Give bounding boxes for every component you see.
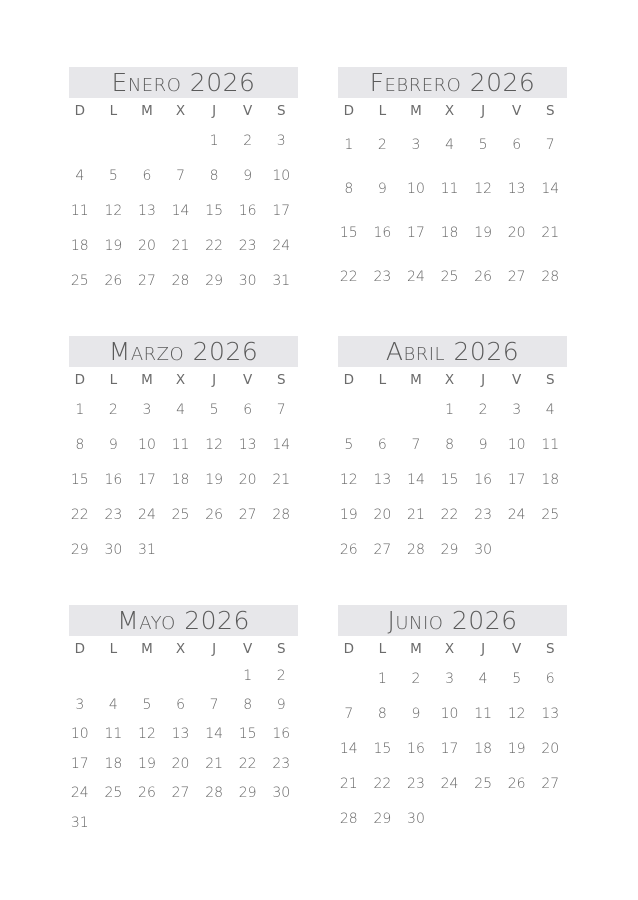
- day-cell: 22: [238, 755, 257, 772]
- week-row: [69, 158, 298, 193]
- week-row: [69, 263, 298, 298]
- day-cell: 23: [104, 506, 123, 523]
- week-row: [69, 720, 298, 749]
- day-cell: 20: [507, 225, 526, 241]
- day-cell: 22: [339, 269, 358, 285]
- day-cell: 18: [171, 471, 190, 488]
- day-cell: 18: [474, 740, 493, 757]
- week-row: [338, 462, 567, 497]
- day-cell: 1: [243, 667, 253, 684]
- day-cell: 20: [373, 506, 392, 523]
- day-cell: 27: [171, 785, 190, 802]
- weekday-label: M: [141, 371, 153, 388]
- day-cell: 17: [407, 225, 425, 241]
- day-cell: 25: [541, 506, 560, 523]
- day-cell: 19: [474, 225, 493, 241]
- day-cell: 26: [507, 775, 526, 792]
- day-cell: 4: [75, 167, 85, 184]
- day-cell: 20: [238, 471, 257, 488]
- day-cell: 11: [104, 726, 123, 743]
- weekday-label: X: [175, 102, 186, 119]
- weekday-label: D: [343, 102, 354, 119]
- day-cell: 10: [507, 436, 526, 453]
- day-cell: 28: [272, 506, 291, 523]
- weekday-label: J: [481, 640, 486, 657]
- day-cell: 13: [373, 471, 392, 488]
- day-cell: 9: [411, 705, 421, 722]
- day-cell: 22: [440, 506, 459, 523]
- day-cell: 19: [205, 471, 224, 488]
- day-cell: 31: [70, 814, 89, 831]
- weekday-label: S: [545, 102, 555, 119]
- weekday-label: X: [444, 102, 455, 119]
- day-cell: 16: [373, 225, 392, 241]
- week-row: [338, 427, 567, 462]
- day-cell: 31: [138, 541, 156, 558]
- day-cell: 8: [209, 167, 219, 184]
- week-row: [338, 255, 567, 299]
- weekday-label: D: [343, 371, 354, 388]
- day-cell: 21: [339, 775, 358, 792]
- weekday-label: V: [243, 102, 253, 119]
- day-cell: 24: [272, 237, 291, 254]
- weekday-label: V: [512, 371, 522, 388]
- month-mayo: [69, 605, 298, 837]
- week-row: [338, 661, 567, 696]
- weekday-label: L: [378, 102, 387, 119]
- day-cell: 5: [209, 401, 219, 418]
- day-cell: 29: [70, 541, 89, 558]
- day-cell: 10: [407, 181, 425, 197]
- weekday-header: [338, 367, 567, 392]
- weekday-label: M: [141, 640, 153, 657]
- day-cell: 2: [108, 401, 118, 418]
- day-cell: 9: [243, 167, 253, 184]
- week-row: [69, 462, 298, 497]
- weekday-label: X: [175, 371, 186, 388]
- day-cell: 20: [171, 755, 190, 772]
- day-cell: 17: [272, 202, 291, 219]
- day-cell: 11: [70, 202, 89, 219]
- day-cell: 12: [205, 436, 224, 453]
- month-abril: [338, 336, 567, 567]
- weekday-label: J: [212, 102, 217, 119]
- day-cell: 29: [440, 541, 459, 558]
- weekday-label: D: [74, 640, 85, 657]
- day-cell: 23: [272, 755, 291, 772]
- week-row: [338, 211, 567, 255]
- day-cell: 30: [474, 541, 493, 558]
- day-cell: 8: [377, 705, 387, 722]
- day-cell: 19: [138, 755, 156, 772]
- day-cell: 28: [541, 269, 560, 285]
- day-cell: 11: [541, 436, 560, 453]
- day-cell: 25: [474, 775, 493, 792]
- week-row: [338, 532, 567, 567]
- day-cell: 31: [272, 272, 291, 289]
- day-cell: 21: [272, 471, 291, 488]
- weekday-label: J: [212, 640, 217, 657]
- weekday-header: [338, 636, 567, 661]
- day-cell: 2: [478, 401, 488, 418]
- day-cell: 29: [373, 810, 392, 827]
- day-cell: 15: [373, 740, 392, 757]
- month-marzo: [69, 336, 298, 567]
- day-cell: 4: [545, 401, 555, 418]
- day-cell: 5: [108, 167, 118, 184]
- day-cell: 6: [377, 436, 387, 453]
- day-cell: 7: [276, 401, 286, 418]
- day-cell: 24: [507, 506, 526, 523]
- week-row: [338, 766, 567, 801]
- day-cell: 26: [474, 269, 493, 285]
- day-cell: 15: [238, 726, 257, 743]
- day-cell: 27: [238, 506, 257, 523]
- weekday-label: M: [410, 640, 422, 657]
- day-cell: 3: [276, 132, 286, 149]
- day-cell: 21: [171, 237, 190, 254]
- month-junio: [338, 605, 567, 836]
- day-cell: 24: [70, 785, 89, 802]
- weekday-label: L: [109, 102, 118, 119]
- day-cell: 27: [507, 269, 526, 285]
- day-cell: 18: [70, 237, 89, 254]
- month-title: Marzo 2026: [69, 336, 298, 367]
- day-cell: 13: [138, 202, 156, 219]
- day-cell: 15: [205, 202, 224, 219]
- day-cell: 23: [373, 269, 392, 285]
- day-cell: 16: [474, 471, 493, 488]
- day-cell: 12: [474, 181, 493, 197]
- week-row: [338, 123, 567, 167]
- weekday-label: L: [378, 371, 387, 388]
- day-cell: 7: [176, 167, 185, 184]
- day-cell: 19: [507, 740, 526, 757]
- day-cell: 26: [104, 272, 123, 289]
- day-cell: 23: [238, 237, 257, 254]
- week-row: [338, 167, 567, 211]
- day-cell: 9: [377, 181, 387, 197]
- day-cell: 14: [339, 740, 358, 757]
- day-cell: 26: [339, 541, 358, 558]
- day-cell: 27: [541, 775, 560, 792]
- day-cell: 25: [104, 785, 123, 802]
- day-cell: 12: [138, 726, 156, 743]
- day-cell: 16: [272, 726, 291, 743]
- day-cell: 24: [440, 775, 459, 792]
- day-cell: 18: [440, 225, 459, 241]
- weekday-label: S: [545, 640, 555, 657]
- day-cell: 19: [339, 506, 358, 523]
- weekday-label: L: [109, 640, 118, 657]
- day-cell: 13: [238, 436, 257, 453]
- day-cell: 7: [344, 705, 354, 722]
- day-cell: 8: [243, 697, 253, 714]
- day-cell: 6: [512, 137, 522, 153]
- day-cell: 3: [512, 401, 522, 418]
- day-cell: 3: [445, 670, 454, 687]
- weekday-header: [69, 98, 298, 123]
- day-cell: 17: [70, 755, 89, 772]
- weekday-label: X: [175, 640, 186, 657]
- day-cell: 1: [75, 401, 85, 418]
- day-cell: 28: [339, 810, 358, 827]
- day-cell: 8: [445, 436, 454, 453]
- day-cell: 19: [104, 237, 123, 254]
- day-cell: 10: [138, 436, 156, 453]
- day-cell: 18: [104, 755, 123, 772]
- weekday-label: J: [212, 371, 217, 388]
- day-cell: 1: [344, 137, 354, 153]
- day-cell: 26: [138, 785, 156, 802]
- day-cell: 15: [440, 471, 459, 488]
- day-cell: 9: [108, 436, 118, 453]
- day-cell: 4: [478, 670, 488, 687]
- day-cell: 9: [478, 436, 488, 453]
- week-row: [69, 193, 298, 228]
- weekday-label: L: [109, 371, 118, 388]
- day-cell: 3: [411, 137, 421, 153]
- day-cell: 11: [171, 436, 190, 453]
- day-cell: 4: [108, 697, 118, 714]
- day-cell: 24: [407, 269, 425, 285]
- day-cell: 9: [276, 697, 286, 714]
- day-cell: 10: [272, 167, 291, 184]
- day-cell: 23: [407, 775, 425, 792]
- day-cell: 5: [512, 670, 522, 687]
- week-row: [69, 808, 298, 837]
- day-cell: 25: [70, 272, 89, 289]
- day-cell: 13: [171, 726, 190, 743]
- week-row: [338, 731, 567, 766]
- day-cell: 15: [70, 471, 89, 488]
- day-cell: 8: [344, 181, 354, 197]
- weekday-label: D: [74, 371, 85, 388]
- day-cell: 14: [171, 202, 190, 219]
- weekday-label: L: [378, 640, 387, 657]
- weekday-header: [69, 367, 298, 392]
- day-cell: 12: [104, 202, 123, 219]
- day-cell: 30: [272, 785, 291, 802]
- day-cell: 6: [243, 401, 253, 418]
- day-cell: 27: [138, 272, 156, 289]
- day-cell: 14: [541, 181, 560, 197]
- day-cell: 2: [243, 132, 253, 149]
- weekday-label: J: [481, 102, 486, 119]
- week-row: [69, 779, 298, 808]
- day-cell: 30: [104, 541, 123, 558]
- day-cell: 6: [545, 670, 555, 687]
- week-row: [338, 392, 567, 427]
- day-cell: 14: [407, 471, 425, 488]
- weekday-label: S: [545, 371, 555, 388]
- week-row: [69, 497, 298, 532]
- weekday-label: M: [141, 102, 153, 119]
- day-cell: 6: [142, 167, 152, 184]
- weekday-label: S: [276, 640, 286, 657]
- week-row: [338, 497, 567, 532]
- day-cell: 17: [440, 740, 459, 757]
- day-cell: 5: [478, 137, 488, 153]
- weekday-label: S: [276, 102, 286, 119]
- week-row: [69, 749, 298, 778]
- day-cell: 13: [541, 705, 560, 722]
- week-row: [69, 532, 298, 567]
- week-row: [69, 228, 298, 263]
- day-cell: 16: [238, 202, 257, 219]
- weekday-label: X: [444, 640, 455, 657]
- day-cell: 5: [142, 697, 152, 714]
- weekday-label: V: [512, 640, 522, 657]
- day-cell: 1: [377, 670, 387, 687]
- day-cell: 8: [75, 436, 85, 453]
- day-cell: 16: [407, 740, 425, 757]
- day-cell: 7: [411, 436, 421, 453]
- day-cell: 11: [474, 705, 493, 722]
- day-cell: 12: [339, 471, 358, 488]
- weekday-label: V: [243, 371, 253, 388]
- day-cell: 21: [407, 506, 425, 523]
- day-cell: 20: [541, 740, 560, 757]
- day-cell: 12: [507, 705, 526, 722]
- weekday-label: M: [410, 102, 422, 119]
- weekday-label: V: [512, 102, 522, 119]
- day-cell: 28: [407, 541, 425, 558]
- day-cell: 1: [209, 132, 219, 149]
- day-cell: 13: [507, 181, 526, 197]
- day-cell: 16: [104, 471, 123, 488]
- day-cell: 21: [205, 755, 224, 772]
- day-cell: 2: [411, 670, 421, 687]
- day-cell: 30: [407, 810, 425, 827]
- day-cell: 29: [238, 785, 257, 802]
- weekday-label: V: [243, 640, 253, 657]
- day-cell: 28: [171, 272, 190, 289]
- day-cell: 26: [205, 506, 224, 523]
- weekday-label: D: [343, 640, 354, 657]
- weekday-label: S: [276, 371, 286, 388]
- day-cell: 10: [70, 726, 89, 743]
- day-cell: 2: [377, 137, 387, 153]
- month-title: Mayo 2026: [69, 605, 298, 636]
- day-cell: 27: [373, 541, 392, 558]
- weekday-label: M: [410, 371, 422, 388]
- day-cell: 5: [344, 436, 354, 453]
- day-cell: 4: [445, 137, 454, 153]
- day-cell: 1: [445, 401, 454, 418]
- day-cell: 25: [440, 269, 459, 285]
- day-cell: 29: [205, 272, 224, 289]
- day-cell: 10: [440, 705, 459, 722]
- day-cell: 30: [238, 272, 257, 289]
- day-cell: 25: [171, 506, 190, 523]
- day-cell: 21: [541, 225, 560, 241]
- weekday-label: X: [444, 371, 455, 388]
- week-row: [338, 696, 567, 731]
- day-cell: 22: [70, 506, 89, 523]
- day-cell: 17: [138, 471, 156, 488]
- month-title: Junio 2026: [338, 605, 567, 636]
- weekday-label: D: [74, 102, 85, 119]
- week-row: [338, 801, 567, 836]
- month-title: Abril 2026: [338, 336, 567, 367]
- day-cell: 4: [176, 401, 185, 418]
- day-cell: 17: [507, 471, 526, 488]
- day-cell: 6: [176, 697, 185, 714]
- weekday-header: [338, 98, 567, 123]
- weekday-header: [69, 636, 298, 661]
- day-cell: 11: [440, 181, 459, 197]
- month-febrero: [338, 67, 567, 299]
- day-cell: 3: [142, 401, 152, 418]
- month-title: Enero 2026: [69, 67, 298, 98]
- day-cell: 7: [209, 697, 219, 714]
- day-cell: 28: [205, 785, 224, 802]
- day-cell: 2: [276, 667, 286, 684]
- day-cell: 18: [541, 471, 560, 488]
- day-cell: 22: [373, 775, 392, 792]
- day-cell: 24: [138, 506, 156, 523]
- month-enero: [69, 67, 298, 298]
- day-cell: 3: [75, 697, 85, 714]
- month-title: Febrero 2026: [338, 67, 567, 98]
- week-row: [69, 690, 298, 719]
- week-row: [69, 427, 298, 462]
- day-cell: 14: [205, 726, 224, 743]
- week-row: [69, 123, 298, 158]
- day-cell: 14: [272, 436, 291, 453]
- day-cell: 20: [138, 237, 156, 254]
- day-cell: 15: [339, 225, 358, 241]
- weekday-label: J: [481, 371, 486, 388]
- day-cell: 7: [545, 137, 555, 153]
- week-row: [69, 661, 298, 690]
- week-row: [69, 392, 298, 427]
- day-cell: 22: [205, 237, 224, 254]
- day-cell: 23: [474, 506, 493, 523]
